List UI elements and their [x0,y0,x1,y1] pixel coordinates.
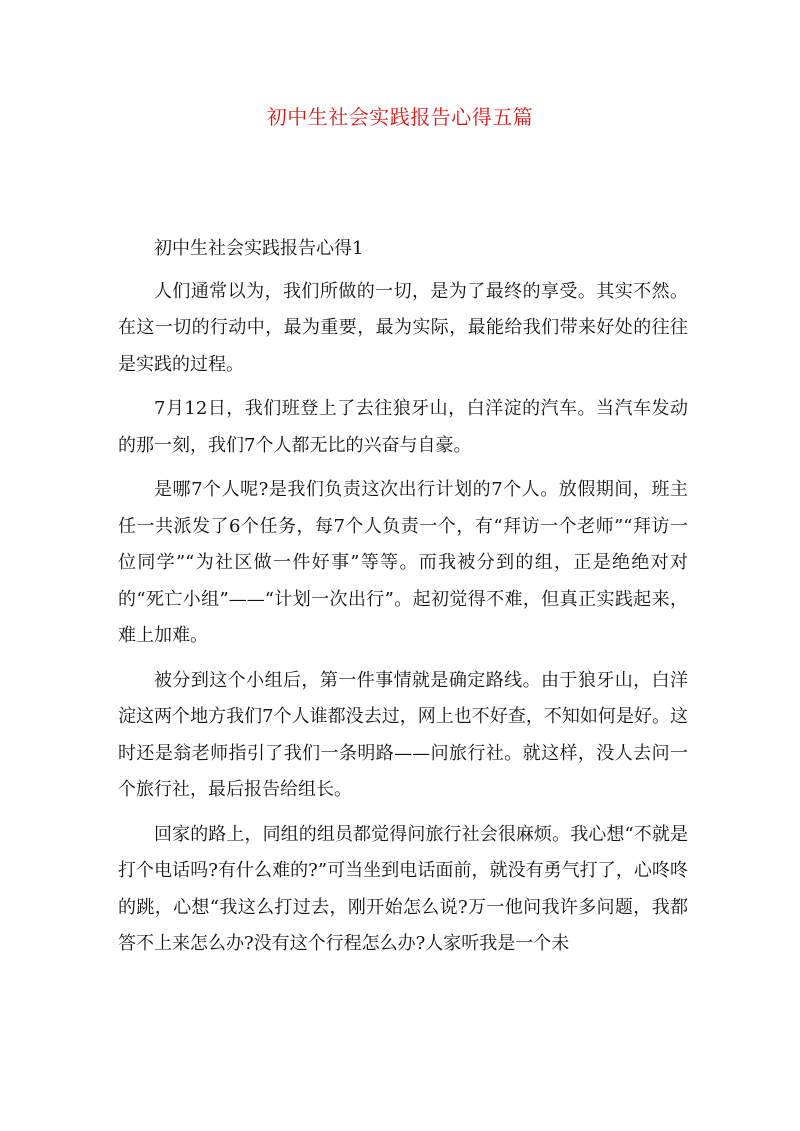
paragraph: 是哪7个人呢?是我们负责这次出行计划的7个人。放假期间，班主任一共派发了6个任务，每7个人负责一个，有“拜访一个老师”“拜访一位同学”“为社区做一件好事”等等。而我被分到的组，正是绝绝对对的“死亡小组”——“计划一次出行”。起初觉得不难，但真正实践起来，难上加难。 [118,479,688,646]
paragraph: 回家的路上，同组的组员都觉得问旅行社会很麻烦。我心想“不就是打个电话吗?有什么难的?”可当坐到电话面前，就没有勇气打了，心咚咚的跳，心想“我这么打过去，刚开始怎么说?万一他问我许多问题，我都答不上来怎么办?没有这个行程怎么办?人家听我是一个未 [118,823,688,954]
section-heading: 初中生社会实践报告心得1 [154,238,364,259]
paragraph: 7月12日，我们班登上了去往狼牙山，白洋淀的汽车。当汽车发动的那一刻，我们7个人都无比的兴奋与自豪。 [118,398,688,456]
paragraph: 人们通常以为，我们所做的一切，是为了最终的享受。其实不然。在这一切的行动中，最为重要，最为实际，最能给我们带来好处的往往是实践的过程。 [118,280,688,375]
document-body [118,231,688,971]
paragraph: 被分到这个小组后，第一件事情就是确定路线。由于狼牙山，白洋淀这两个地方我们7个人谁都没去过，网上也不好查，不知如何是好。这时还是翁老师指引了我们一条明路——问旅行社。就这样，没人去问一个旅行社，最后报告给组长。 [118,669,688,800]
document-title: 初中生社会实践报告心得五篇 [266,105,534,129]
